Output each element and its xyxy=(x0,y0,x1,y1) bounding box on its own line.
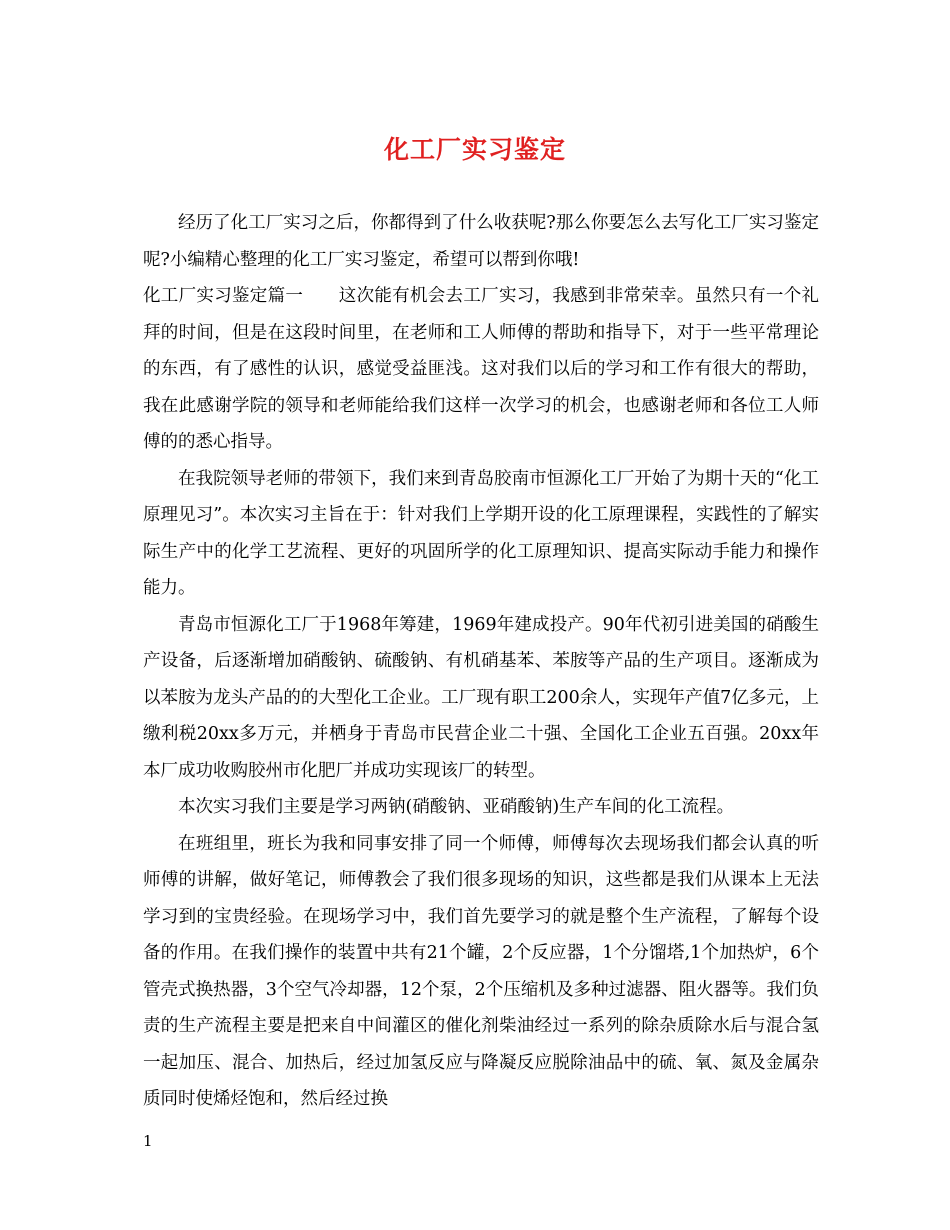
paragraph: 化工厂实习鉴定篇一 这次能有机会去工厂实习，我感到非常荣幸。虽然只有一个礼拜的时间，但是在这段时间里，在老师和工人师傅的帮助和指导下，对于一些平常理论的东西，有了感性的认识，感觉受益匪浅。这对我们以后的学习和工作有很大的帮助，我在此感谢学院的领导和老师能给我们这样一次学习的机会，也感谢老师和各位工人师傅的的悉心指导。 xyxy=(143,286,819,452)
paragraph: 在我院领导老师的带领下，我们来到青岛胶南市恒源化工厂开始了为期十天的“化工原理见习”。本次实习主旨在于：针对我们上学期开设的化工原理课程，实践性的了解实际生产中的化学工艺流程、更好的巩固所学的化工原理知识、提高实际动手能力和操作能力。 xyxy=(143,468,819,598)
paragraph: 在班组里，班长为我和同事安排了同一个师傅，师傅每次去现场我们都会认真的听师傅的讲解，做好笔记，师傅教会了我们很多现场的知识，这些都是我们从课本上无法学习到的宝贵经验。在现场学习中，我们首先要学习的就是整个生产流程，了解每个设备的作用。在我们操作的装置中共有21个罐，2个反应器，1个分馏塔,1个加热炉，6个管壳式换热器，3个空气冷却器，12个泵，2个压缩机及多种过滤器、阻火器等。我们负责的生产流程主要是把来自中间灌区的催化剂柴油经过一系列的除杂质除水后与混合氢一起加压、混合、加热后，经过加氢反应与降凝反应脱除油品中的硫、氧、氮及金属杂质同时使烯烃饱和，然后经过换 xyxy=(143,833,819,1109)
page-number: 1 xyxy=(143,1132,153,1150)
document-title: 化工厂实习鉴定 xyxy=(383,135,566,164)
paragraph: 青岛市恒源化工厂于1968年筹建，1969年建成投产。90年代初引进美国的硝酸生产设备，后逐渐增加硝酸钠、硫酸钠、有机硝基苯、苯胺等产品的生产项目。逐渐成为以苯胺为龙头产品的的大型化工企业。工厂现有职工200余人，实现年产值7亿多元，上缴利税20xx多万元，并栖身于青岛市民营企业二十强、全国化工企业五百强。20xx年本厂成功收购胶州市化肥厂并成功实现该厂的转型。 xyxy=(143,614,819,781)
document-body xyxy=(143,205,819,1118)
paragraph: 本次实习我们主要是学习两钠(硝酸钠、亚硝酸钠)生产车间的化工流程。 xyxy=(178,797,735,817)
paragraph: 经历了化工厂实习之后，你都得到了什么收获呢?那么你要怎么去写化工厂实习鉴定呢?小编精心整理的化工厂实习鉴定，希望可以帮到你哦! xyxy=(143,213,819,270)
